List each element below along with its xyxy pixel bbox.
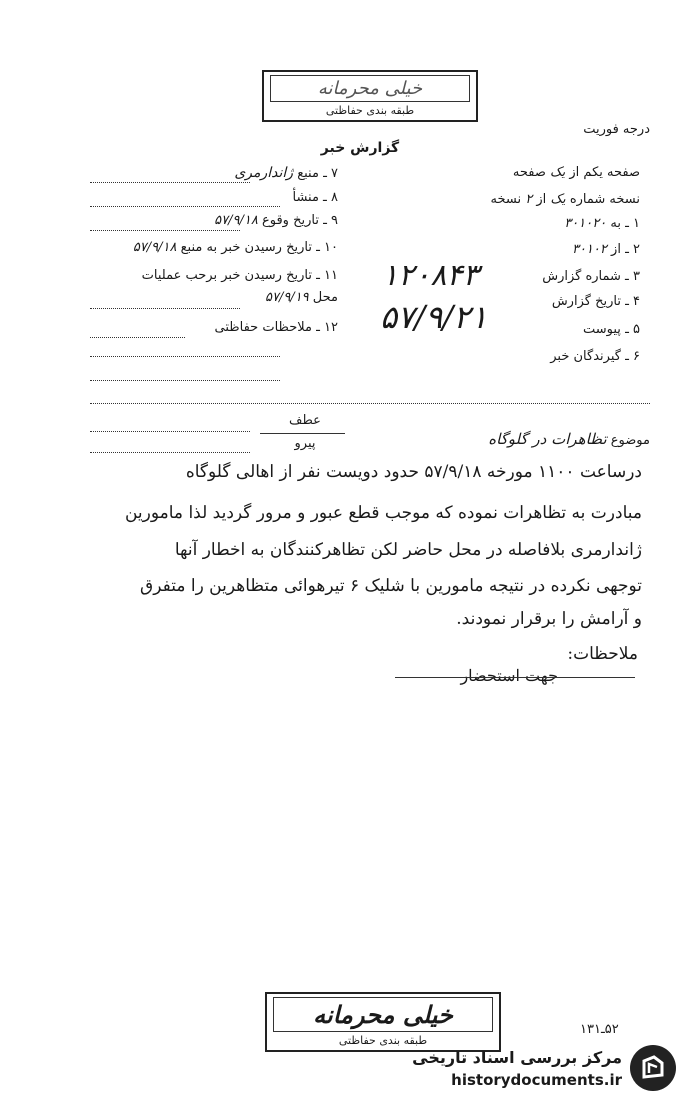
notes-value: جهت استحضار	[460, 666, 558, 685]
field-place-value: ۵۷/۹/۱۹	[264, 290, 309, 305]
field-place: محل ۵۷/۹/۱۹	[264, 290, 338, 305]
dotted-line	[90, 182, 250, 183]
dotted-line	[90, 380, 280, 381]
field-to: ۱ ـ به ۳۰۱۰۲۰	[564, 216, 640, 231]
field-origin: ۸ ـ منشأ	[292, 190, 338, 205]
field-from: ۲ ـ از ۳۰۱۰۲	[571, 242, 640, 257]
atf-label: عطف	[289, 413, 321, 428]
subject-row	[400, 430, 650, 448]
stamp-title: خیلی محرمانه	[317, 78, 423, 99]
body-line: مبادرت به تظاهرات نموده که موجب قطع عبور و مرور گردید لذا مامورین	[124, 503, 642, 523]
dotted-line	[90, 452, 250, 453]
form-code: ۵۲ـ۱۳۱	[580, 1022, 619, 1037]
watermark-logo-icon	[630, 1045, 676, 1091]
dotted-line	[90, 431, 250, 432]
body-line: توجهی نکرده در نتیجه مامورین با شلیک ۶ تیرهوائی متظاهرین را متفرق	[140, 576, 642, 596]
peyro-label: پیرو	[294, 436, 316, 451]
field-recipients: ۶ ـ گیرندگان خبر	[550, 349, 640, 364]
bottom-stamp-title: خیلی محرمانه	[313, 1000, 453, 1029]
watermark-title: مرکز بررسی اسناد تاریخی	[412, 1048, 622, 1067]
dotted-line	[90, 337, 185, 338]
subject-value: تظاهرات در گلوگاه	[488, 430, 607, 448]
dotted-line	[90, 356, 280, 357]
report-number-value: ۱۲۰۸۴۳	[382, 258, 479, 293]
field-report-date: ۴ ـ تاریخ گزارش	[551, 294, 640, 309]
top-classification-stamp	[262, 70, 478, 122]
dotted-line	[90, 206, 280, 207]
field-source-received-date-value: ۵۷/۹/۱۸	[132, 240, 177, 255]
subject-label: موضوع	[610, 433, 650, 448]
body-line: و آرامش را برقرار نمودند.	[456, 609, 642, 629]
field-report-number: ۳ ـ شماره گزارش	[542, 269, 640, 284]
field-copy-number: نسخه شماره یک از ۲ نسخه	[490, 192, 640, 207]
field-security-notes: ۱۲ ـ ملاحظات حفاظتی	[214, 320, 338, 335]
body-line: درساعت ۱۱۰۰ مورخه ۵۷/۹/۱۸ حدود دویست نفر از اهالی گلوگاه	[185, 462, 642, 482]
bottom-stamp-subtitle: طبقه بندی حفاظتی	[338, 1034, 428, 1047]
field-page: صفحه یکم از یک صفحه	[512, 165, 640, 180]
notes-label: ملاحظات:	[567, 644, 638, 664]
field-source: ۷ ـ منبع ژاندارمری	[234, 165, 338, 181]
report-date-value: ۵۷/۹/۲۱	[380, 298, 488, 336]
dotted-line	[90, 230, 240, 231]
separator-line	[90, 403, 650, 404]
watermark-url: historydocuments.ir	[451, 1071, 622, 1089]
urgency-label: درجه فوریت	[583, 122, 650, 137]
field-attachment: ۵ ـ پیوست	[583, 322, 640, 337]
field-source-received-date: ۱۰ ـ تاریخ رسیدن خبر به منبع ۵۷/۹/۱۸	[132, 240, 338, 255]
reference-divider	[260, 433, 345, 434]
dotted-line	[90, 308, 240, 309]
field-occurrence-date: ۹ ـ تاریخ وقوع ۵۷/۹/۱۸	[214, 213, 338, 228]
notes-underline	[395, 677, 635, 678]
form-title: گزارش خبر	[320, 140, 400, 156]
field-source-value: ژاندارمری	[234, 165, 294, 181]
body-line: ژاندارمری بلافاصله در محل حاضر لکن تظاهرکنندگان به اخطار آنها	[174, 540, 642, 560]
stamp-subtitle: طبقه بندی حفاظتی	[325, 104, 415, 117]
field-occurrence-date-value: ۵۷/۹/۱۸	[214, 213, 258, 228]
field-operations-received-date: ۱۱ ـ تاریخ رسیدن خبر برحب عملیات	[141, 268, 338, 283]
bottom-classification-stamp	[265, 992, 501, 1052]
